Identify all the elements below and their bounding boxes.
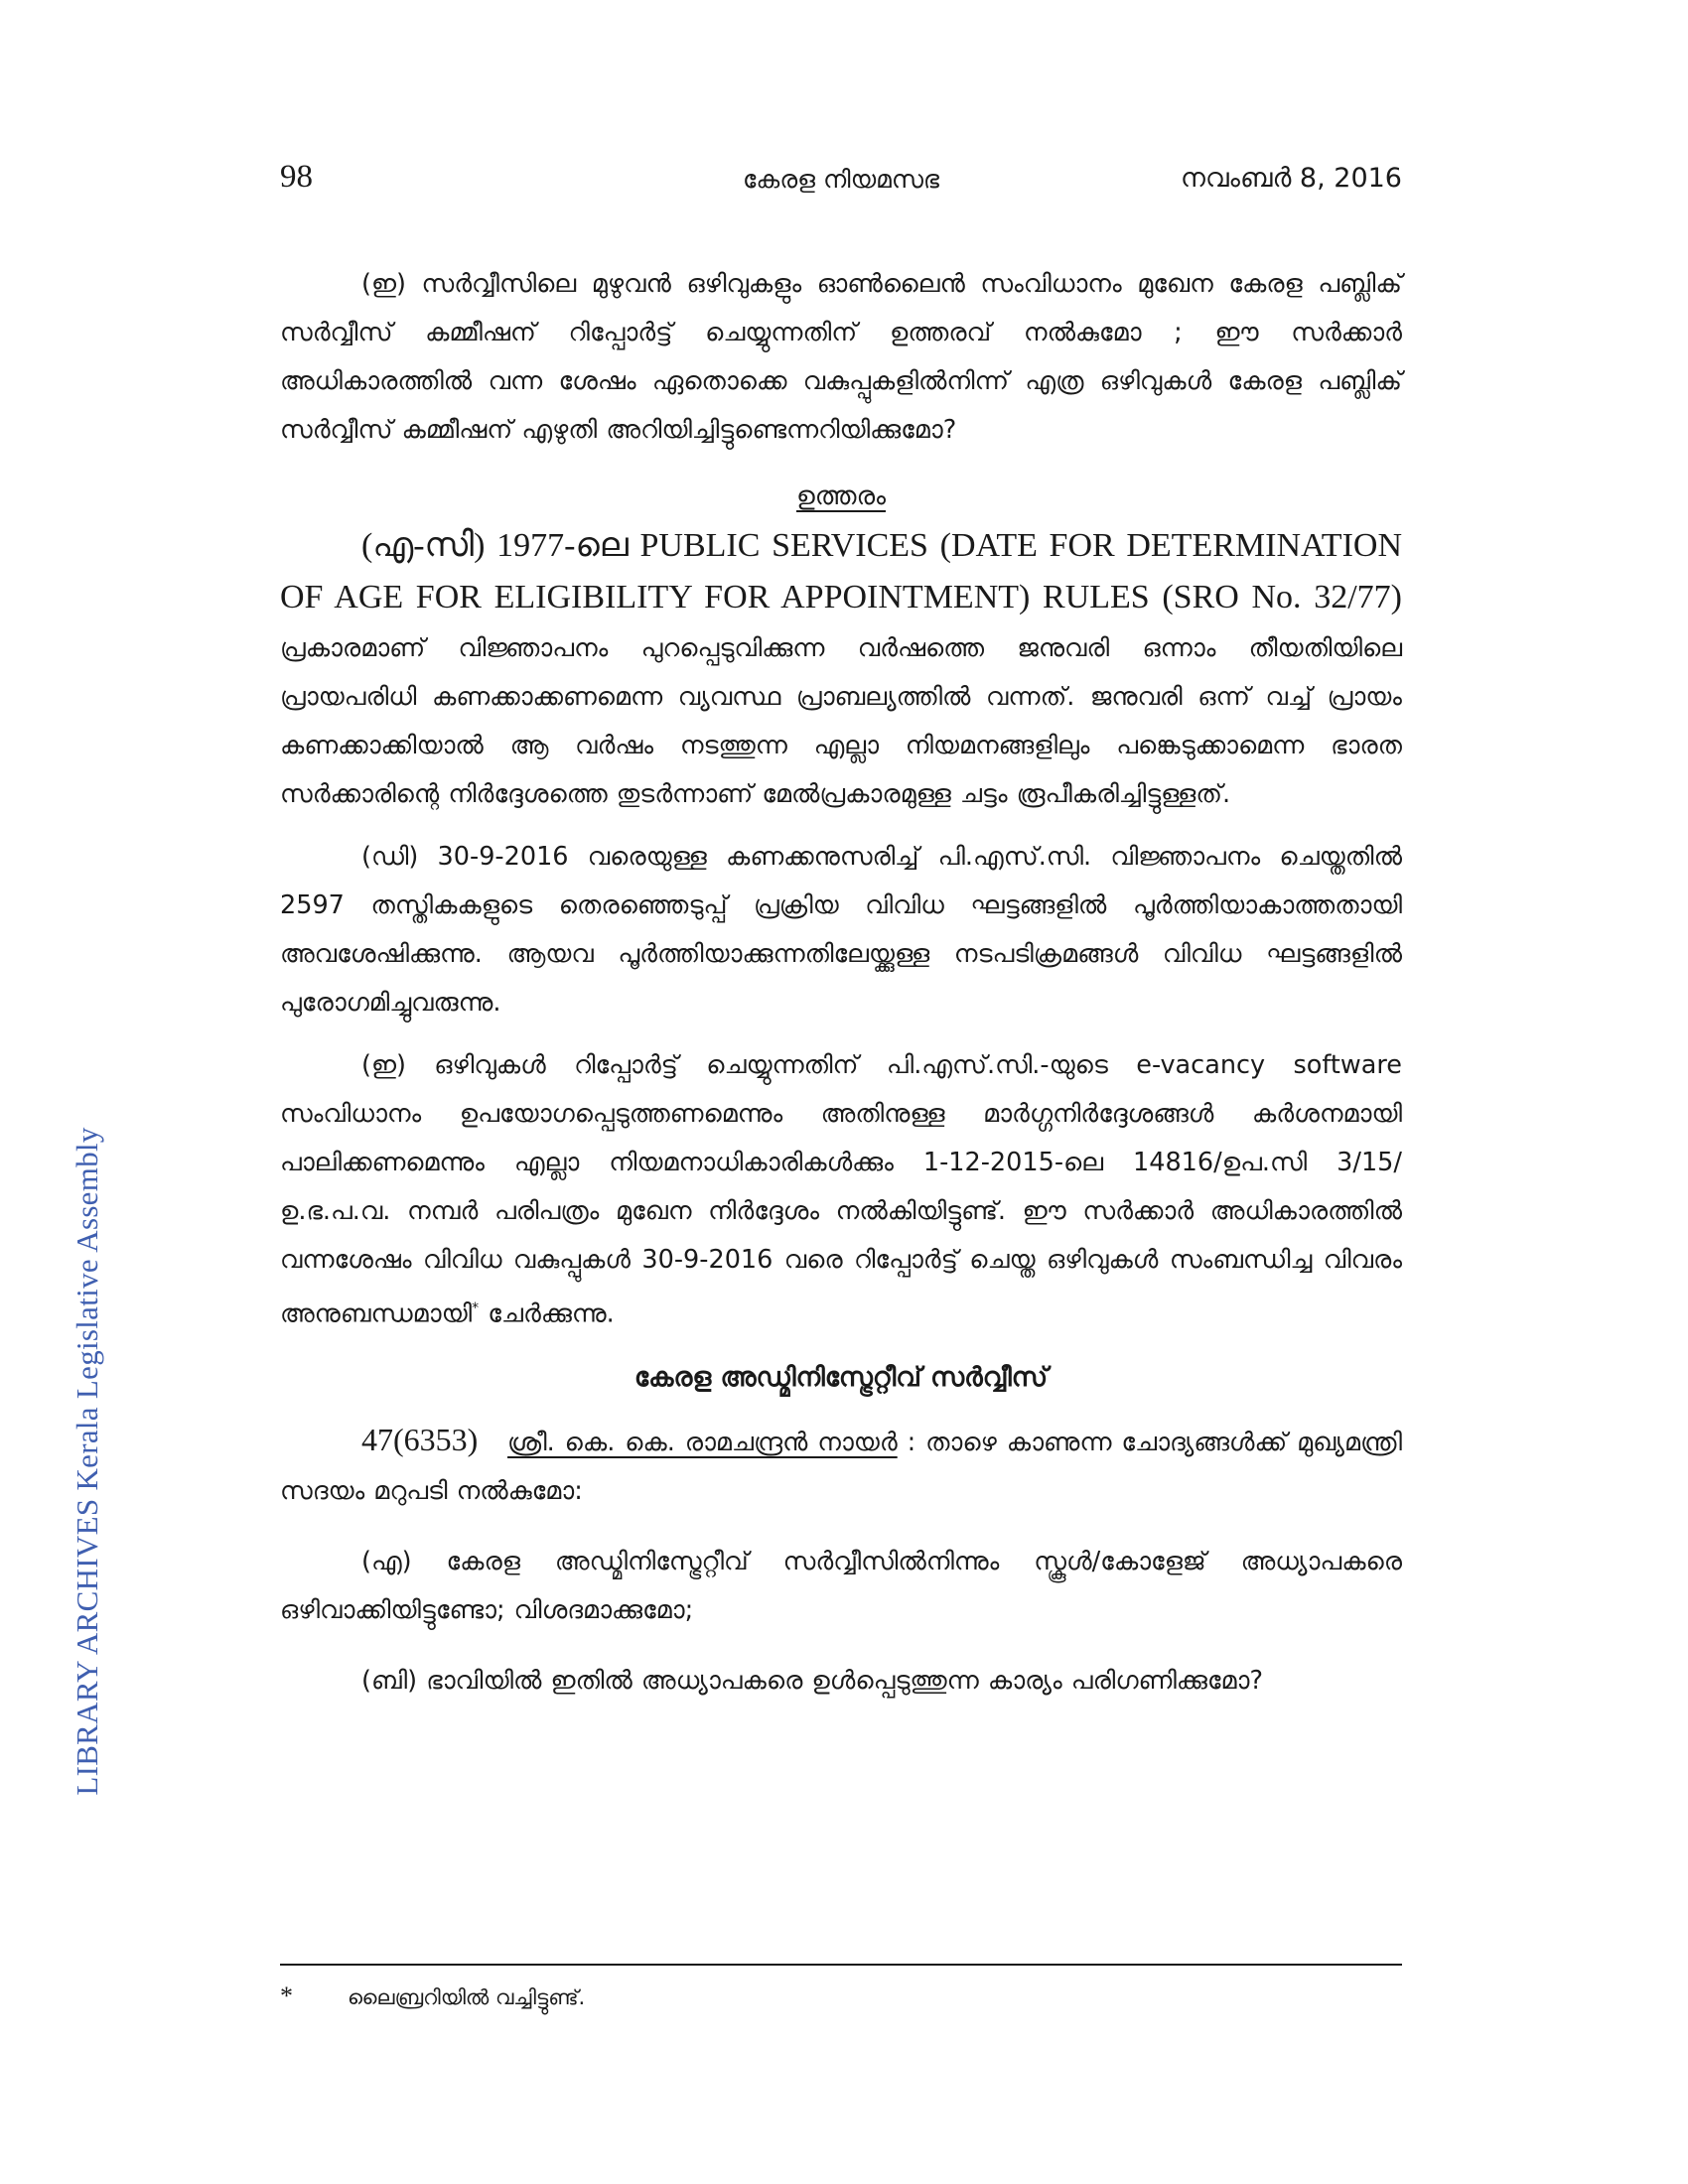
answer-ac-paragraph bbox=[280, 521, 1402, 819]
page-header bbox=[280, 159, 1402, 199]
answer-e-paragraph bbox=[280, 1041, 1402, 1339]
question-47-b: (ബി) ഭാവിയിൽ ഇതിൽ അധ്യാപകരെ ഉൾപ്പെടുത്തുന്ന കാര്യം പരിഗണിക്കുമോ? bbox=[361, 1665, 1263, 1696]
answer-e-text: (ഇ) ഒഴിവുകൾ റിപ്പോർട്ട് ചെയ്യുന്നതിന് പി.എസ്.സി.-യുടെ e-vacancy software സംവിധാനം ഉപയോഗപ്പെടുത്തണമെന്നും അതിനുള്ള മാർഗ്ഗനിർദ്ദേശങ്ങൾ കർശനമായി പാലിക്കണമെന്നും എല്ലാ നിയമനാധികാരികൾക്കും 1-12-2015-ലെ 14816/ഉപ.സി 3/15/ഉ.ഭ.പ.വ. നമ്പർ പരിപത്രം മുഖേന നിർദ്ദേശം നൽകിയിട്ടുണ്ട്. ഈ സർക്കാർ അധികാരത്തിൽ വന്നശേഷം വിവിധ വകുപ്പുകൾ 30-9-2016 വരെ റിപ്പോർട്ട് ചെയ്ത ഒഴിവുകൾ സംബന്ധിച്ച വിവരം അനുബന്ധമായി bbox=[280, 1050, 1402, 1329]
header-date: നവംബർ 8, 2016 bbox=[1180, 163, 1402, 194]
question-47-text: : താഴെ കാണുന്ന ചോദ്യങ്ങൾക്ക് മുഖ്യമന്ത്രി സദയം മറുപടി നൽകുമോ: bbox=[280, 1427, 1402, 1506]
footnote-divider bbox=[280, 1964, 1402, 1966]
answer-ac-rules-citation: (എ-സി) 1977-ലെ PUBLIC SERVICES (DATE FOR DETERMINATION OF AGE FOR ELIGIBILITY FOR APPOINTMENT) RULES (SRO No. 32/77) bbox=[280, 527, 1402, 615]
question-47-a: (എ) കേരള അഡ്മിനിസ്ട്രേറ്റീവ് സർവ്വീസിൽനിന്നും സ്കൂൾ/കോളേജ് അധ്യാപകരെ ഒഴിവാക്കിയിട്ടുണ്ടോ; വിശദമാക്കുമോ; bbox=[280, 1546, 1402, 1625]
annexure-mark: * bbox=[472, 1300, 480, 1316]
question-c-paragraph: (ഇ) സർവ്വീസിലെ മുഴുവൻ ഒഴിവുകളും ഓൺലൈൻ സംവിധാനം മുഖേന കേരള പബ്ലിക് സർവ്വീസ് കമ്മീഷന് റിപ്പോർട്ട് ചെയ്യുന്നതിന് ഉത്തരവ് നൽകുമോ ; ഈ സർക്കാർ അധികാരത്തിൽ വന്ന ശേഷം ഏതൊക്കെ വകുപ്പുകളിൽനിന്ന് എത്ര ഒഴിവുകൾ കേരള പബ്ലിക് സർവ്വീസ് കമ്മീഷന് എഴുതി അറിയിച്ചിട്ടുണ്ടെന്നറിയിക്കുമോ? bbox=[280, 269, 1402, 445]
running-title: കേരള നിയമസഭ bbox=[743, 165, 939, 194]
library-archives-watermark: LIBRARY ARCHIVES Kerala Legislative Assembly bbox=[70, 1127, 104, 1796]
section-heading: കേരള അഡ്മിനിസ്ട്രേറ്റീവ് സർവ്വീസ് bbox=[633, 1361, 1049, 1393]
document-body bbox=[280, 260, 1402, 1706]
answer-ac-text: പ്രകാരമാണ് വിജ്ഞാപനം പുറപ്പെടുവിക്കുന്ന വർഷത്തെ ജനുവരി ഒന്നാം തീയതിയിലെ പ്രായപരിധി കണക്കാക്കണമെന്ന വ്യവസ്ഥ പ്രാബല്യത്തിൽ വന്നത്. ജനുവരി ഒന്ന് വച്ച് പ്രായം കണക്കാക്കിയാൽ ആ വർഷം നടത്തുന്ന എല്ലാ നിയമനങ്ങളിലും പങ്കെടുക്കാമെന്ന ഭാരത സർക്കാരിന്റെ നിർദ്ദേശത്തെ തുടർന്നാണ് മേൽപ്രകാരമുള്ള ചട്ടം രൂപീകരിച്ചിട്ടുള്ളത്. bbox=[280, 633, 1402, 809]
footnote bbox=[280, 1981, 585, 2011]
question-number: 47(6353) bbox=[361, 1421, 479, 1457]
footnote-text: ലൈബ്രറിയിൽ വച്ചിട്ടുണ്ട്. bbox=[348, 1985, 586, 2009]
page-number: 98 bbox=[280, 159, 313, 195]
answer-d-paragraph: (ഡി) 30-9-2016 വരെയുള്ള കണക്കനുസരിച്ച് പി.എസ്.സി. വിജ്ഞാപനം ചെയ്തതിൽ 2597 തസ്തികകളുടെ തെരഞ്ഞെടുപ്പ് പ്രക്രിയ വിവിധ ഘട്ടങ്ങളിൽ പൂർത്തിയാകാത്തതായി അവശേഷിക്കുന്നു. ആയവ പൂർത്തിയാക്കുന്നതിലേയ്ക്കുള്ള നടപടിക്രമങ്ങൾ വിവിധ ഘട്ടങ്ങളിൽ പുരോഗമിച്ചുവരുന്നു. bbox=[280, 842, 1402, 1018]
question-47-paragraph bbox=[280, 1416, 1402, 1516]
footnote-mark: * bbox=[280, 1981, 293, 2010]
answer-heading bbox=[280, 473, 1402, 521]
answer-heading-text: ഉത്തരം bbox=[796, 481, 886, 511]
answer-e-end: ചേർക്കുന്നു. bbox=[479, 1298, 615, 1329]
member-name: ശ്രീ. കെ. കെ. രാമചന്ദ്രൻ നായർ bbox=[507, 1427, 898, 1457]
